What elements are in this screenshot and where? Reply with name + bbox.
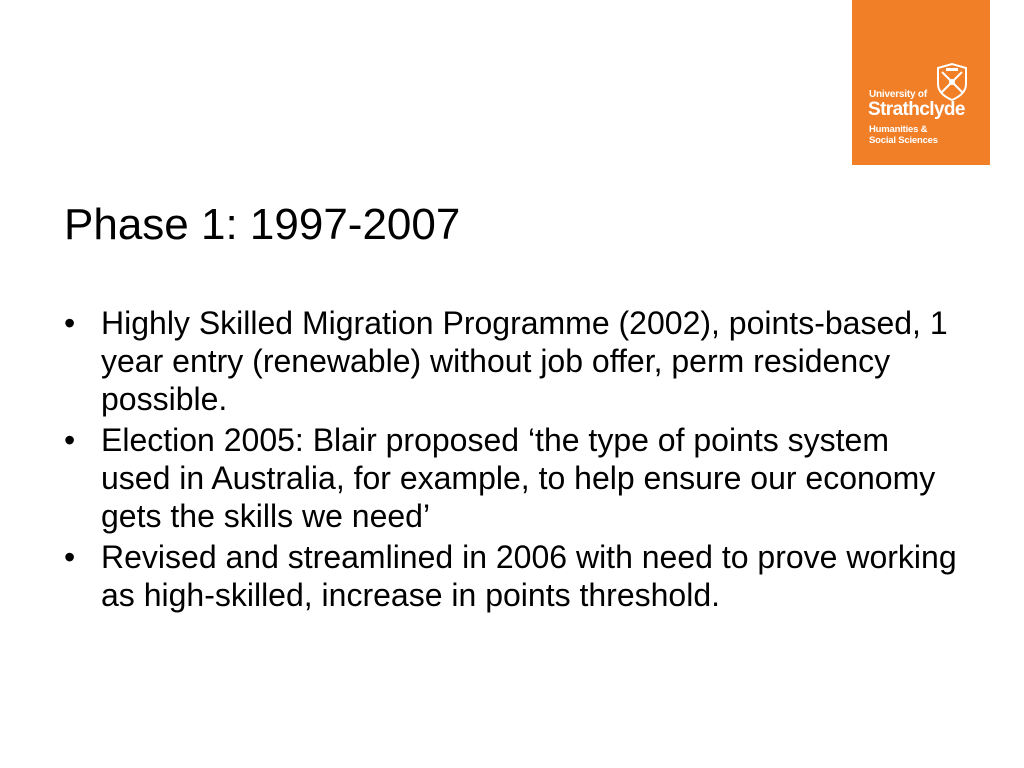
bullet-point-icon: • bbox=[64, 422, 76, 458]
bullet-text: Revised and streamlined in 2006 with need to prove working as high-skilled, increase in points threshold. bbox=[101, 539, 957, 613]
logo-faculty-line1: Humanities & bbox=[869, 124, 928, 135]
bullet-item bbox=[64, 421, 964, 535]
slide-title: Phase 1: 1997-2007 bbox=[64, 200, 461, 249]
university-logo bbox=[852, 0, 990, 165]
bullet-item bbox=[64, 304, 964, 418]
logo-strathclyde: Strathclyde bbox=[868, 99, 965, 120]
bullet-list bbox=[64, 304, 964, 617]
logo-university-of: University of bbox=[869, 89, 927, 100]
logo-faculty-line2: Social Sciences bbox=[869, 135, 938, 146]
bullet-point-icon: • bbox=[64, 539, 76, 575]
bullet-item bbox=[64, 538, 964, 614]
bullet-text: Election 2005: Blair proposed ‘the type of points system used in Australia, for example, to help ensure our economy gets the skills we need’ bbox=[101, 422, 936, 534]
bullet-text: Highly Skilled Migration Programme (2002), points-based, 1 year entry (renewable) without job offer, perm residency possible. bbox=[101, 305, 948, 417]
bullet-point-icon: • bbox=[64, 305, 76, 341]
university-crest-icon bbox=[932, 62, 972, 102]
